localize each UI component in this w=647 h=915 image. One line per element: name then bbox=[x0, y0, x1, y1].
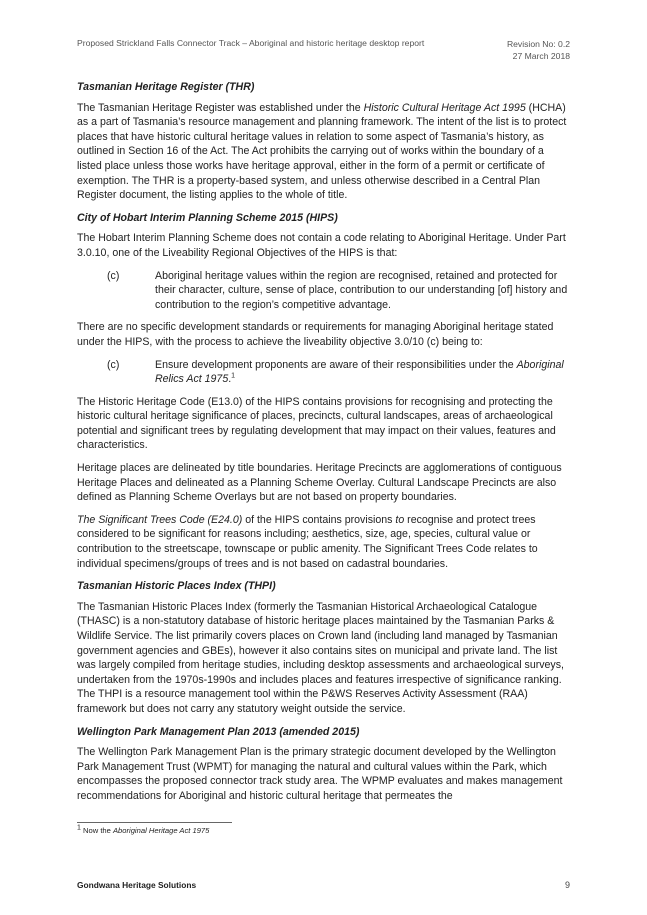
header-revision-block bbox=[507, 38, 570, 62]
header-date: 27 March 2018 bbox=[512, 51, 570, 61]
thr-act-name: Historic Cultural Heritage Act 1995 bbox=[363, 101, 526, 114]
footnote-ref[interactable]: 1 bbox=[231, 372, 236, 380]
footnote-divider bbox=[77, 822, 232, 823]
footnote-act-name: Aboriginal Heritage Act 1975 bbox=[112, 826, 210, 835]
hips-paragraph-5 bbox=[77, 513, 571, 571]
list-label: (c) bbox=[107, 358, 120, 371]
footnote-text: Now the bbox=[80, 826, 113, 835]
thr-paragraph bbox=[77, 101, 571, 203]
hips-paragraph-1: The Hobart Interim Planning Scheme does not contain a code relating to Aboriginal Heritage. Under Part 3.0.10, one of the Liveability Regional Objectives of the HIPS is that: bbox=[77, 232, 566, 259]
list-label: (c) bbox=[107, 269, 120, 282]
trees-to: to bbox=[395, 513, 405, 526]
body-content bbox=[77, 80, 571, 812]
trees-code-name: The Significant Trees Code (E24.0) bbox=[77, 513, 243, 526]
hips-heading: City of Hobart Interim Planning Scheme 2015 (HIPS) bbox=[77, 211, 338, 224]
header-title: Proposed Strickland Falls Connector Track – Aboriginal and historic heritage desktop report bbox=[77, 38, 425, 48]
footer-company: Gondwana Heritage Solutions bbox=[77, 880, 197, 890]
thpi-paragraph: The Tasmanian Historic Places Index (formerly the Tasmanian Historical Archaeological Catalogue (THASC) is a non-statutory database of historic heritage places maintained by the Tasmanian Parks & Wildlife Service. The list primarily covers places on Crown land (including land managed by Tasmanian government agencies and GBEs), however it also contains sites on municipal and private land. The list was largely compiled from heritage studies, including desktop assessments and archaeological surveys, undertaken from the 1970s-1990s and includes places and features irrespective of significance ranking. The THPI is a resource management tool within the P&WS Reserves Activity Assessment (RAA) framework but does not carry any statutory weight outside the service. bbox=[77, 600, 564, 715]
thr-heading: Tasmanian Heritage Register (THR) bbox=[77, 81, 255, 93]
page-number: 9 bbox=[564, 880, 570, 890]
wpmp-heading: Wellington Park Management Plan 2013 (amended 2015) bbox=[77, 725, 360, 738]
footnote-number: 1 bbox=[77, 824, 81, 832]
hips-objective-item bbox=[77, 269, 571, 313]
list-end: . bbox=[228, 373, 232, 386]
trees-text-b: recognise and protect trees considered to be significant for reasons including; aesthetics, size, age, species, cultural value or contribution to the streetscape, townscape or public amenity. The Significant Trees Code relates to individual specimens/groups of trees and is not based on cadastral boundaries. bbox=[77, 513, 538, 570]
footnote bbox=[77, 826, 209, 835]
list-act-name: Aboriginal Relics Act 1975 bbox=[155, 358, 564, 386]
list-text: Aboriginal heritage values within the region are recognised, retained and protected for their character, culture, sense of place, contribution to our understanding [of] history and contribution to the region’s competitive advantage. bbox=[155, 269, 568, 311]
hips-paragraph-4: Heritage places are delineated by title boundaries. Heritage Precincts are agglomerations of contiguous Heritage Places and delineated as a Planning Scheme Overlay. Cultural Landscape Precincts are also defined as Planning Scheme Overlays but are not based on property boundaries. bbox=[77, 462, 562, 504]
wpmp-paragraph: The Wellington Park Management Plan is the primary strategic document developed by the Wellington Park Management Trust (WPMT) for managing the natural and cultural values within the Park, which encompasses the proposed connector track study area. The WPMP evaluates and makes management recommendations for Aboriginal and historic cultural heritage that permeates the bbox=[77, 746, 563, 802]
hips-process-item bbox=[77, 358, 571, 387]
thr-text-a: The Tasmanian Heritage Register was established under the bbox=[77, 101, 364, 114]
list-text bbox=[155, 358, 571, 387]
thpi-heading: Tasmanian Historic Places Index (THPI) bbox=[77, 580, 276, 593]
hips-paragraph-2: There are no specific development standards or requirements for managing Aboriginal heritage stated under the HIPS, with the process to achieve the liveability objective 3.0/10 (c) being to: bbox=[77, 321, 554, 348]
thr-text-b: (HCHA) as a part of Tasmania’s resource management and planning framework. The intent of the list is to protect places that have historic cultural heritage values in relation to some aspect of Tasmania’s history, as outlined in Section 16 of the Act. The Act prohibits the carrying out of works within the boundary of a listed place unless those works have heritage approval, either in the form of a permit or certificate of exemption. The THR is a property-based system, and unless otherwise described in a Central Plan Register document, the listing applies to the whole of title. bbox=[77, 101, 567, 202]
hips-paragraph-3: The Historic Heritage Code (E13.0) of the HIPS contains provisions for recognising and protecting the historic cultural heritage significance of places, precincts, cultural landscapes, areas of archaeological potential and significant trees by regulating development that may impact on their values, features and characteristics. bbox=[77, 395, 556, 452]
trees-text-a: of the HIPS contains provisions bbox=[242, 513, 396, 526]
header-revision: Revision No: 0.2 bbox=[506, 39, 570, 49]
list-text-main: Ensure development proponents are aware of their responsibilities under the bbox=[155, 358, 517, 371]
